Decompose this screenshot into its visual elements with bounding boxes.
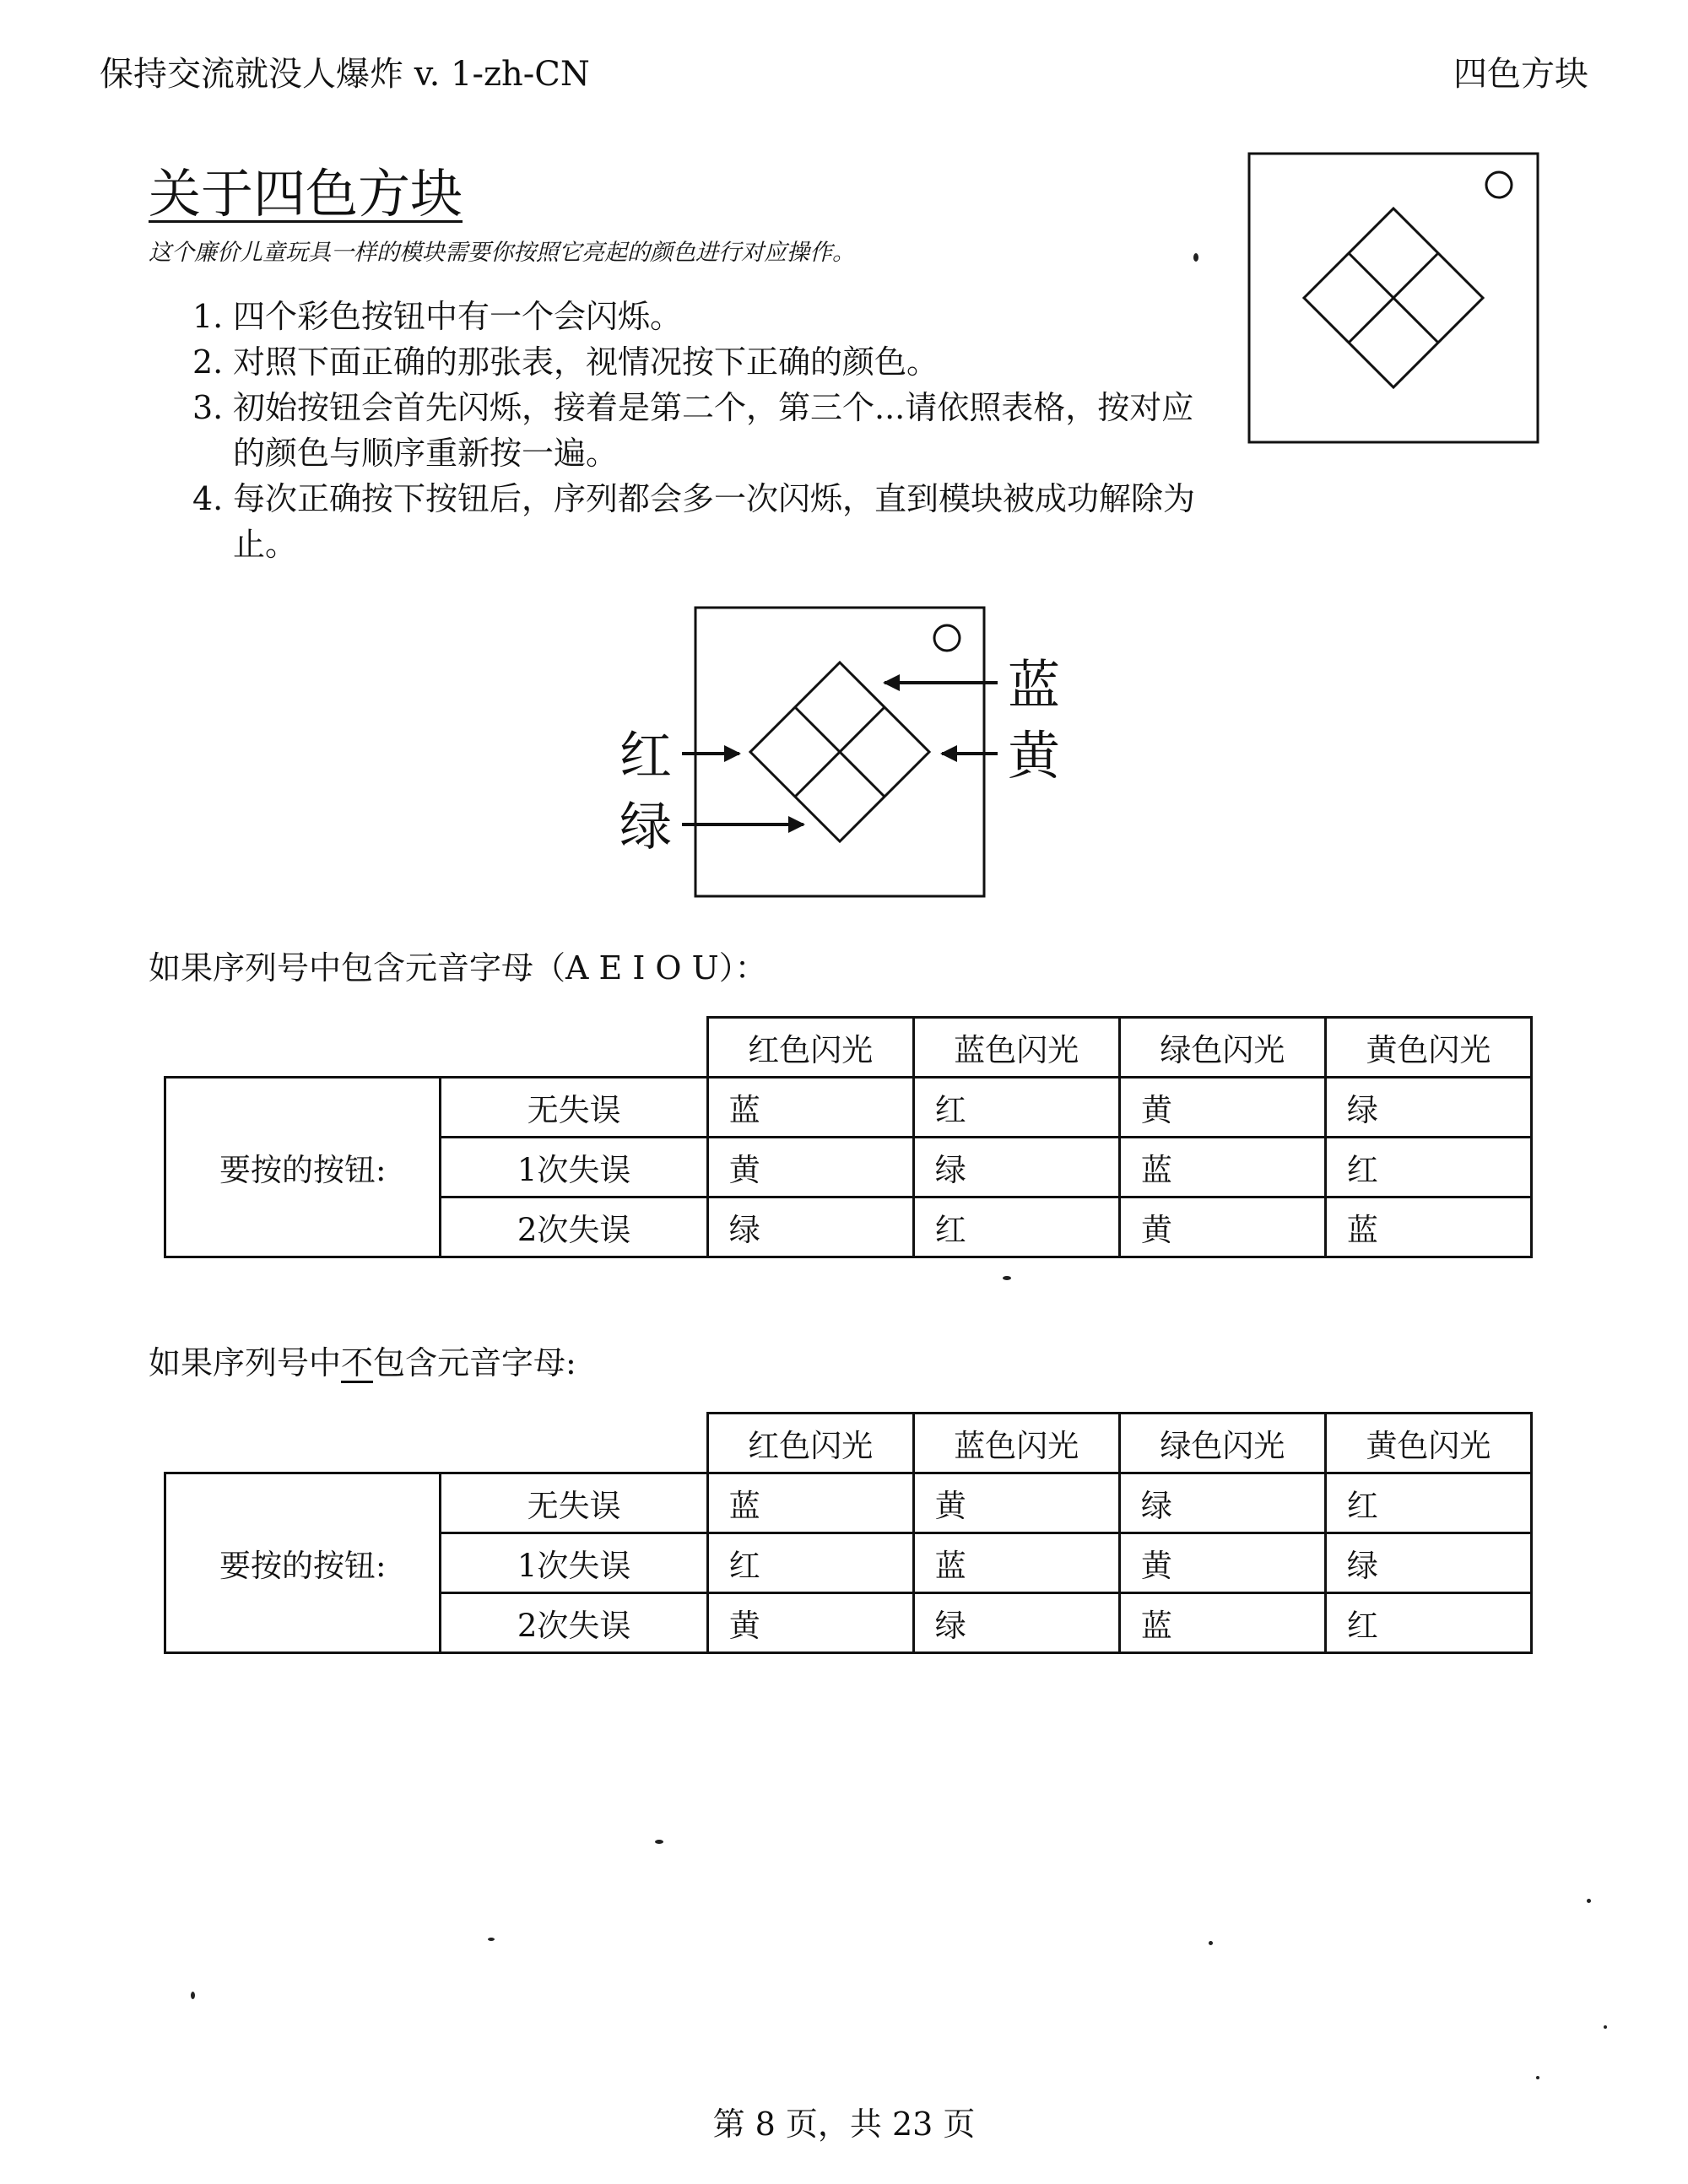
- table-cell: 绿: [913, 1138, 1119, 1197]
- table-cell: 蓝: [1325, 1197, 1531, 1257]
- novowel-condition: [149, 1337, 576, 1383]
- instruction-number: 3.: [192, 389, 224, 426]
- table-cell: 绿: [1325, 1078, 1531, 1138]
- label-blue: 蓝: [1008, 654, 1061, 716]
- paper-speck: [655, 1840, 663, 1844]
- column-header: 红色闪光: [707, 1414, 913, 1473]
- table-cell: 红: [1325, 1593, 1531, 1653]
- empty-corner: [165, 1414, 708, 1473]
- row-label: 1次失误: [441, 1138, 707, 1197]
- novowel-rules-table: [164, 1412, 1533, 1654]
- table-cell: 黄: [707, 1593, 913, 1653]
- table-cell: 蓝: [707, 1473, 913, 1533]
- table-cell: 绿: [1119, 1473, 1325, 1533]
- table-cell: 黄: [1119, 1078, 1325, 1138]
- instruction-text: 对照下面正确的那张表，视情况按下正确的颜色。: [233, 343, 939, 381]
- row-label: 2次失误: [441, 1593, 707, 1653]
- column-header: 黄色闪光: [1325, 1414, 1531, 1473]
- group-label: 要按的按钮:: [165, 1078, 441, 1257]
- row-label: 无失误: [441, 1473, 707, 1533]
- paper-speck: [488, 1938, 495, 1941]
- header-manual-title: 保持交流就没人爆炸 v. 1-zh-CN: [100, 55, 590, 94]
- section-subtitle: 这个廉价儿童玩具一样的模块需要你按照它亮起的颜色进行对应操作。: [149, 240, 855, 266]
- table-row: [165, 1473, 1532, 1533]
- column-header: 绿色闪光: [1119, 1414, 1325, 1473]
- section-title: 关于四色方块: [149, 163, 463, 224]
- group-label: 要按的按钮:: [165, 1473, 441, 1653]
- table-cell: 蓝: [1119, 1593, 1325, 1653]
- paper-speck: [1209, 1941, 1213, 1945]
- column-header: 蓝色闪光: [913, 1018, 1119, 1078]
- header-module-name: 四色方块: [1453, 55, 1588, 94]
- table-cell: 绿: [707, 1197, 913, 1257]
- vowel-rules-table: [164, 1016, 1533, 1258]
- table-cell: 蓝: [913, 1533, 1119, 1593]
- table-cell: 蓝: [707, 1078, 913, 1138]
- table-cell: 红: [913, 1078, 1119, 1138]
- table-cell: 绿: [1325, 1533, 1531, 1593]
- column-header: 蓝色闪光: [913, 1414, 1119, 1473]
- paper-speck: [1587, 1899, 1591, 1903]
- condition-emphasis: 不: [341, 1344, 374, 1381]
- instruction-text: 初始按钮会首先闪烁，接着是第二个，第三个...请依照表格，按对应的颜色与顺序重新按一遍。: [233, 389, 1194, 472]
- table-cell: 红: [913, 1197, 1119, 1257]
- table-cell: 黄: [1119, 1197, 1325, 1257]
- page-number: 第 8 页，共 23 页: [712, 2106, 976, 2143]
- table-cell: 红: [1325, 1138, 1531, 1197]
- paper-speck: [1604, 2025, 1607, 2029]
- row-label: 1次失误: [441, 1533, 707, 1593]
- condition-text: 包含元音字母:: [373, 1344, 576, 1381]
- table-cell: 黄: [1119, 1533, 1325, 1593]
- condition-text: 如果序列号中: [149, 1344, 342, 1381]
- instruction-text: 每次正确按下按钮后，序列都会多一次闪烁，直到模块被成功解除为止。: [233, 480, 1196, 563]
- instruction-text: 四个彩色按钮中有一个会闪烁。: [233, 298, 683, 335]
- row-label: 2次失误: [441, 1197, 707, 1257]
- table-row: [165, 1078, 1532, 1138]
- table-cell: 黄: [913, 1473, 1119, 1533]
- table-cell: 红: [707, 1533, 913, 1593]
- table-cell: 红: [1325, 1473, 1531, 1533]
- row-label: 无失误: [441, 1078, 707, 1138]
- vowel-condition: 如果序列号中包含元音字母（A E I O U）：: [149, 949, 767, 987]
- paper-speck: [1536, 2076, 1539, 2079]
- table-cell: 绿: [913, 1593, 1119, 1653]
- instruction-number: 4.: [192, 480, 224, 517]
- table-cell: 黄: [707, 1138, 913, 1197]
- instruction-number: 2.: [192, 343, 224, 381]
- table-header-row: [165, 1414, 1532, 1473]
- label-red: 红: [619, 725, 673, 787]
- label-green: 绿: [619, 796, 673, 857]
- instruction-number: 1.: [192, 298, 224, 335]
- empty-corner: [165, 1018, 708, 1078]
- paper-speck: [1193, 253, 1198, 262]
- table-cell: 蓝: [1119, 1138, 1325, 1197]
- paper-speck: [191, 1992, 195, 1999]
- column-header: 绿色闪光: [1119, 1018, 1325, 1078]
- table-header-row: [165, 1018, 1532, 1078]
- paper-speck: [1003, 1276, 1011, 1280]
- label-yellow: 黄: [1008, 725, 1061, 787]
- column-header: 黄色闪光: [1325, 1018, 1531, 1078]
- column-header: 红色闪光: [707, 1018, 913, 1078]
